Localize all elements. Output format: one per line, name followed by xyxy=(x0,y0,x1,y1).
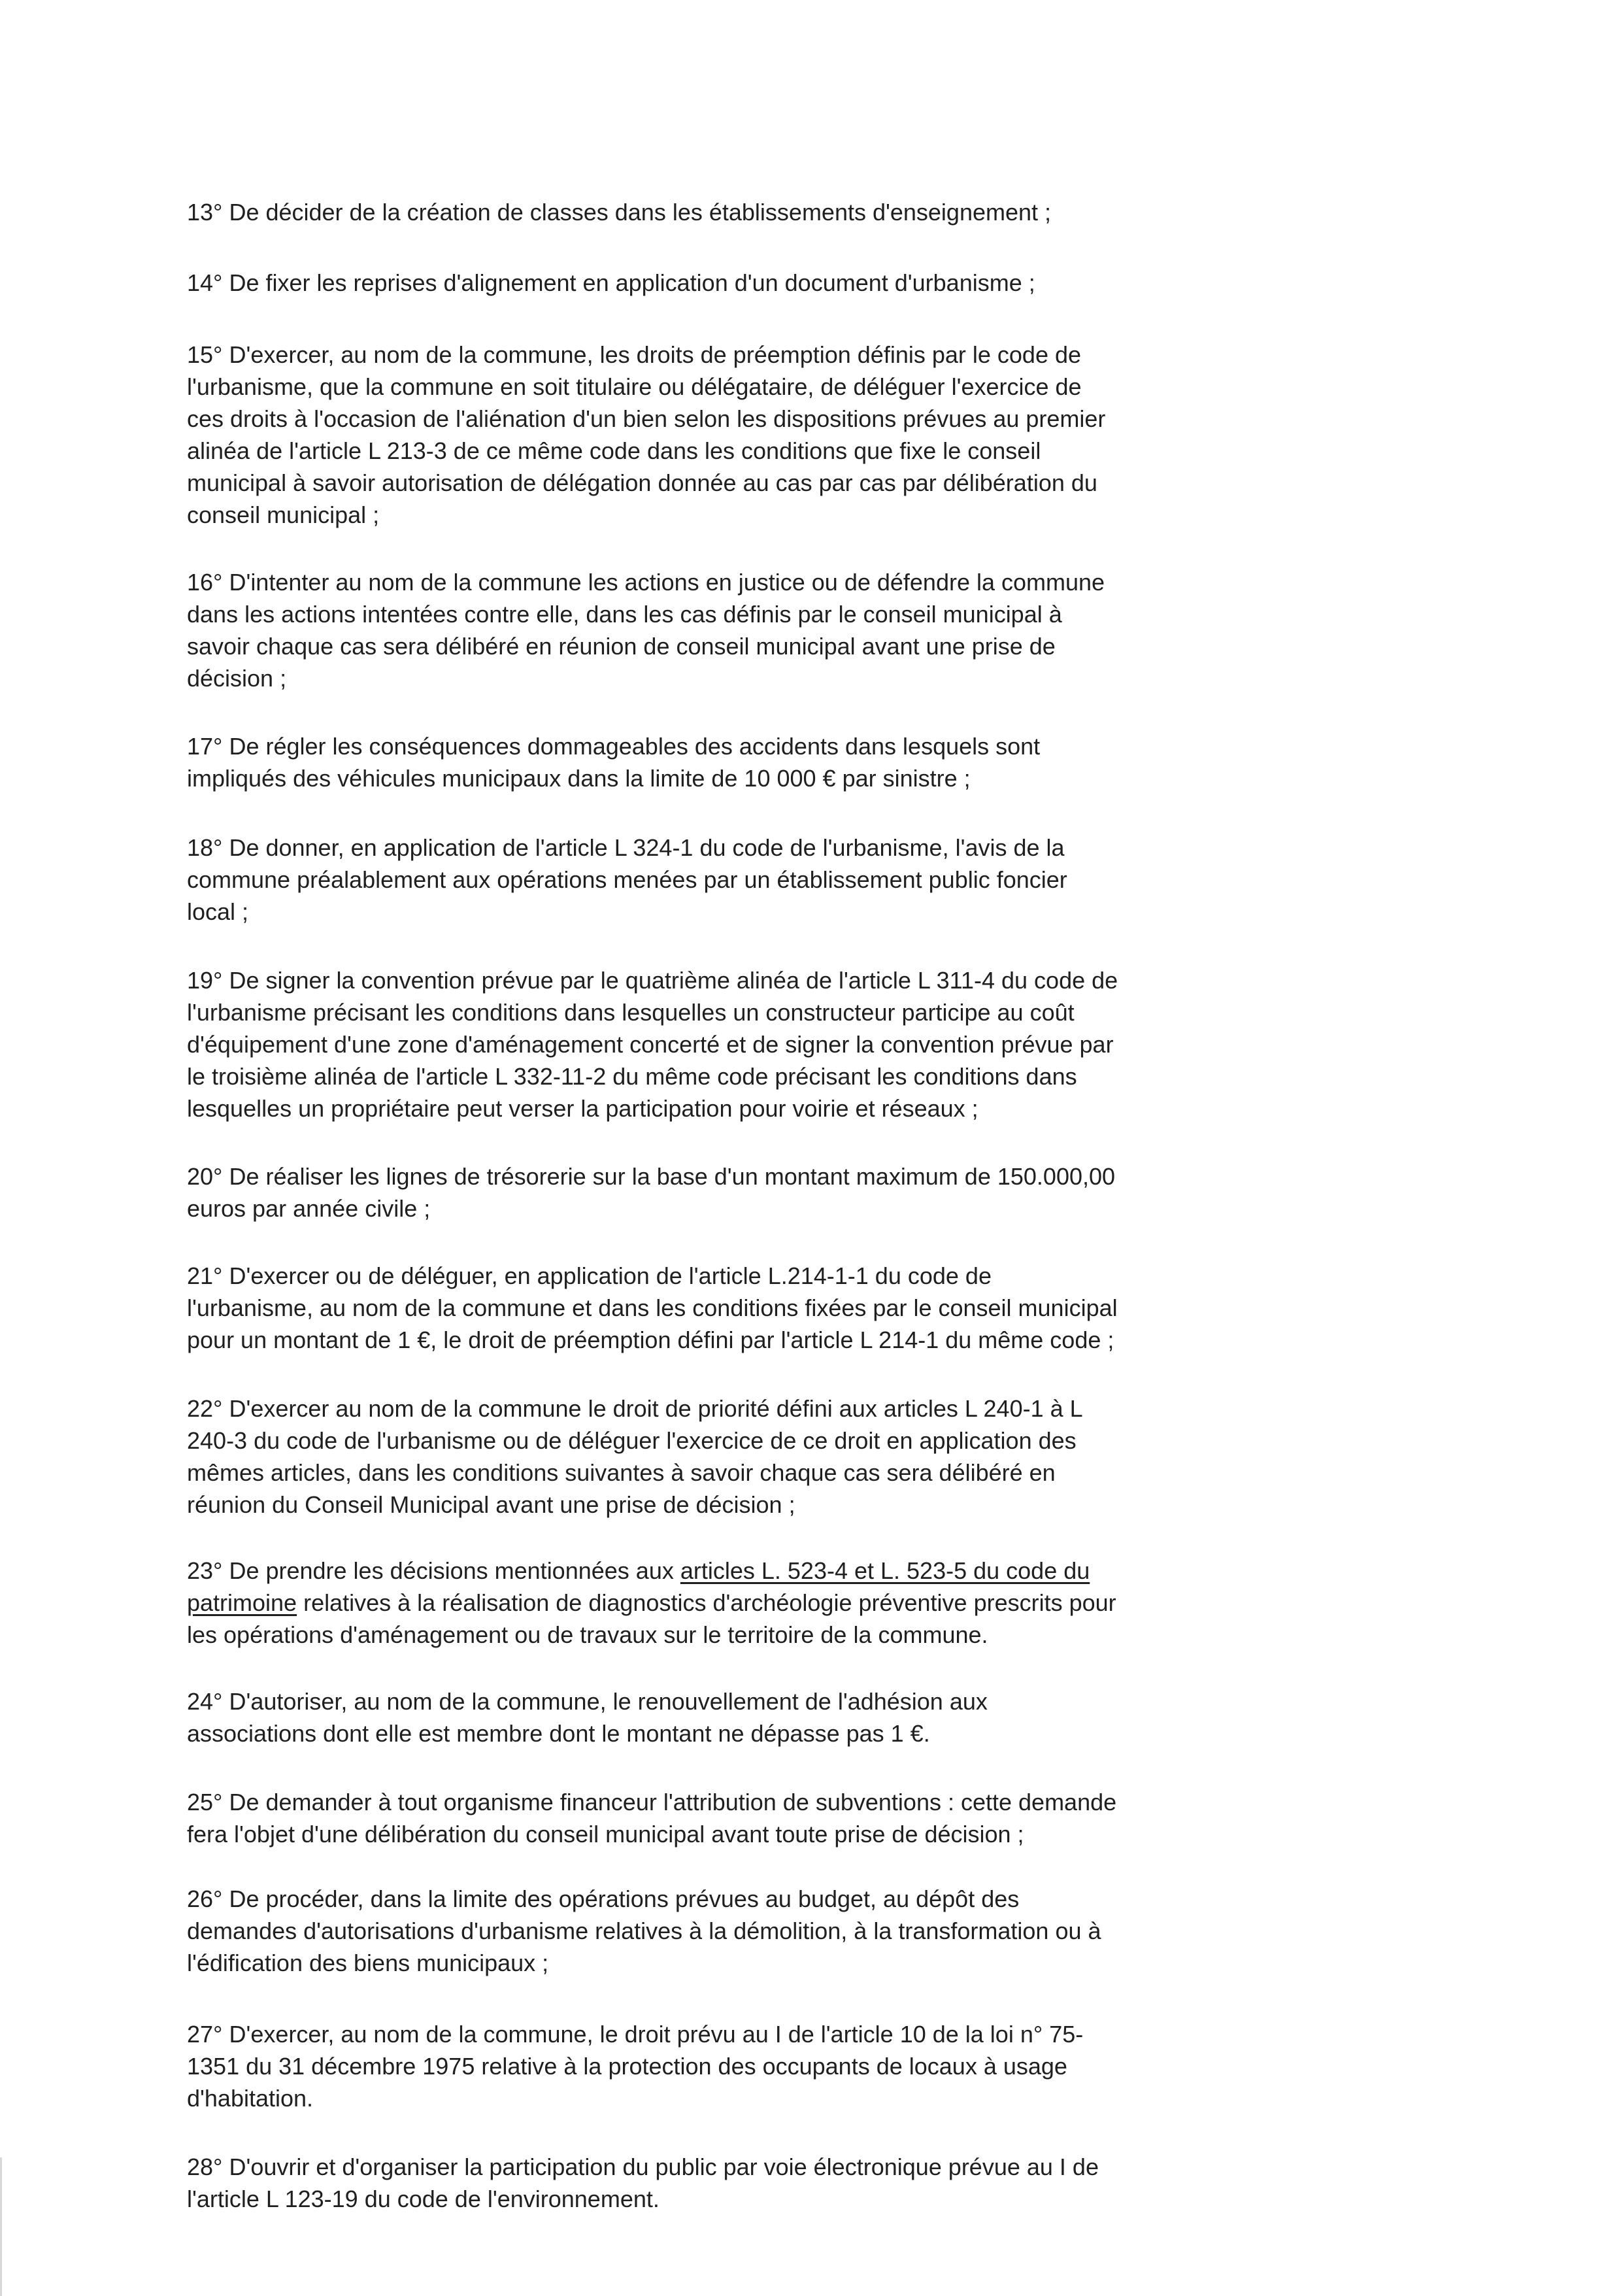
patrimoine-code-link[interactable]: patrimoine xyxy=(187,1589,297,1616)
text-line: 18° De donner, en application de l'article L 324-1 du code de l'urbanisme, l'avis de la xyxy=(187,834,1065,861)
text-line: dans les actions intentées contre elle, dans les cas définis par le conseil municipal à xyxy=(187,601,1062,628)
item-16 xyxy=(187,566,1265,694)
text-line: 1351 du 31 décembre 1975 relative à la protection des occupants de locaux à usage xyxy=(187,2053,1067,2080)
text-line: pour un montant de 1 €, le droit de préemption défini par l'article L 214-1 du même code ; xyxy=(187,1326,1114,1353)
text-line xyxy=(187,1555,1265,1587)
text-line: demandes d'autorisations d'urbanisme relatives à la démolition, à la transformation ou à xyxy=(187,1917,1101,1944)
item-17 xyxy=(187,730,1265,794)
text-line xyxy=(187,1587,1265,1619)
text-line: conseil municipal ; xyxy=(187,501,380,528)
text-line: le troisième alinéa de l'article L 332-11-2 du même code précisant les conditions dans xyxy=(187,1063,1077,1090)
item-21 xyxy=(187,1260,1265,1356)
text-line: 24° D'autoriser, au nom de la commune, le renouvellement de l'adhésion aux xyxy=(187,1688,988,1715)
text-line: 13° De décider de la création de classes dans les établissements d'enseignement ; xyxy=(187,199,1052,226)
text-line: l'urbanisme, au nom de la commune et dans les conditions fixées par le conseil municipal xyxy=(187,1294,1118,1321)
item-28 xyxy=(187,2151,1265,2215)
item-26 xyxy=(187,1883,1265,1979)
text-line: décision ; xyxy=(187,665,287,692)
item-20 xyxy=(187,1160,1265,1224)
item-25 xyxy=(187,1786,1265,1850)
text-line: ces droits à l'occasion de l'aliénation d'un bien selon les dispositions prévues au premier xyxy=(187,405,1106,432)
text-line: l'édification des biens municipaux ; xyxy=(187,1950,549,1976)
text-line: d'équipement d'une zone d'aménagement concerté et de signer la convention prévue par xyxy=(187,1031,1114,1058)
item-22 xyxy=(187,1393,1265,1521)
text-line: 21° D'exercer ou de déléguer, en application de l'article L.214-1-1 du code de xyxy=(187,1262,992,1289)
text-line: alinéa de l'article L 213-3 de ce même code dans les conditions que fixe le conseil xyxy=(187,437,1041,464)
text-line: 15° D'exercer, au nom de la commune, les droits de préemption définis par le code de xyxy=(187,341,1082,368)
text-segment: 23° De prendre les décisions mentionnées aux xyxy=(187,1557,680,1584)
text-line: 240-3 du code de l'urbanisme ou de déléguer l'exercice de ce droit en application des xyxy=(187,1427,1077,1454)
text-line: 27° D'exercer, au nom de la commune, le droit prévu au I de l'article 10 de la loi n° 75- xyxy=(187,2021,1084,2048)
item-23 xyxy=(187,1555,1265,1651)
text-line: réunion du Conseil Municipal avant une prise de décision ; xyxy=(187,1491,795,1518)
text-line: 14° De fixer les reprises d'alignement en application d'un document d'urbanisme ; xyxy=(187,269,1035,296)
text-line: 17° De régler les conséquences dommageables des accidents dans lesquels sont xyxy=(187,733,1041,760)
item-27 xyxy=(187,2018,1265,2114)
text-line: 20° De réaliser les lignes de trésorerie sur la base d'un montant maximum de 150.000,00 xyxy=(187,1163,1116,1190)
text-line: mêmes articles, dans les conditions suivantes à savoir chaque cas sera délibéré en xyxy=(187,1459,1056,1486)
item-15 xyxy=(187,339,1265,531)
text-line: fera l'objet d'une délibération du conseil municipal avant toute prise de décision ; xyxy=(187,1821,1024,1848)
text-line: 26° De procéder, dans la limite des opérations prévues au budget, au dépôt des xyxy=(187,1885,1020,1912)
text-line: 28° D'ouvrir et d'organiser la participation du public par voie électronique prévue au I de xyxy=(187,2153,1099,2180)
text-line: impliqués des véhicules municipaux dans la limite de 10 000 € par sinistre ; xyxy=(187,765,971,792)
text-line: local ; xyxy=(187,898,249,925)
text-line: l'article L 123-19 du code de l'environnement. xyxy=(187,2186,660,2212)
item-24 xyxy=(187,1685,1265,1749)
text-line: associations dont elle est membre dont le montant ne dépasse pas 1 €. xyxy=(187,1720,930,1747)
text-line: commune préalablement aux opérations menées par un établissement public foncier xyxy=(187,866,1067,893)
patrimoine-code-link[interactable]: articles L. 523-4 et L. 523-5 du code du xyxy=(680,1557,1090,1584)
text-line: euros par année civile ; xyxy=(187,1195,431,1222)
text-line: d'habitation. xyxy=(187,2085,314,2112)
scan-edge-shadow xyxy=(0,2157,2,2296)
text-line: 19° De signer la convention prévue par le quatrième alinéa de l'article L 311-4 du code de xyxy=(187,967,1118,994)
text-line: l'urbanisme, que la commune en soit titulaire ou délégataire, de déléguer l'exercice de xyxy=(187,373,1082,400)
text-segment: relatives à la réalisation de diagnostics d'archéologie préventive prescrits pour xyxy=(297,1589,1116,1616)
text-line: municipal à savoir autorisation de délégation donnée au cas par cas par délibération du xyxy=(187,469,1097,496)
text-line: savoir chaque cas sera délibéré en réunion de conseil municipal avant une prise de xyxy=(187,633,1056,660)
text-line: 22° D'exercer au nom de la commune le droit de priorité défini aux articles L 240-1 à L xyxy=(187,1395,1083,1422)
item-19 xyxy=(187,964,1265,1124)
text-line: 16° D'intenter au nom de la commune les actions en justice ou de défendre la commune xyxy=(187,569,1105,596)
text-line: les opérations d'aménagement ou de travaux sur le territoire de la commune. xyxy=(187,1621,988,1648)
item-13 xyxy=(187,196,1265,228)
item-14 xyxy=(187,267,1265,299)
text-line: 25° De demander à tout organisme financeur l'attribution de subventions : cette demande xyxy=(187,1789,1117,1815)
text-line: l'urbanisme précisant les conditions dans lesquelles un constructeur participe au coût xyxy=(187,999,1075,1026)
item-18 xyxy=(187,832,1265,928)
text-line: lesquelles un propriétaire peut verser la participation pour voirie et réseaux ; xyxy=(187,1095,978,1122)
